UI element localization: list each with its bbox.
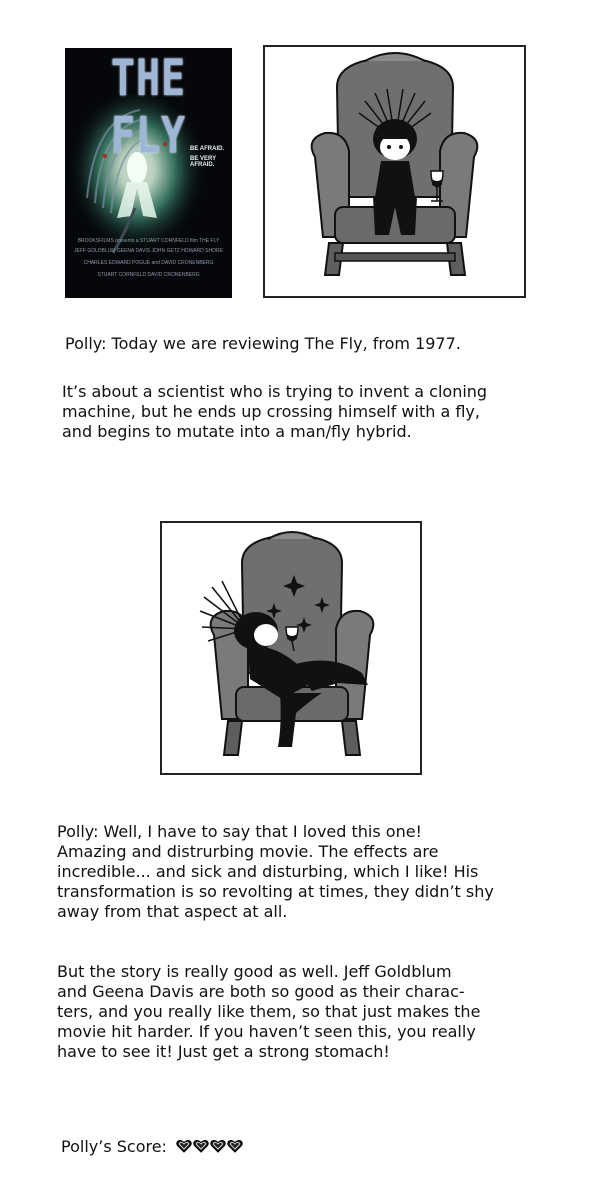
review-line: have to see it! Just get a strong stomach! bbox=[57, 1042, 390, 1061]
heart-icon bbox=[176, 1139, 192, 1153]
character-illustration bbox=[162, 523, 420, 773]
review-line: and Geena Davis are both so good as their charac- bbox=[57, 982, 465, 1001]
review-line: and begins to mutate into a man/fly hybrid. bbox=[62, 422, 412, 441]
review-paragraph bbox=[57, 962, 480, 1062]
review-line: Amazing and distrurbing movie. The effects are bbox=[57, 842, 439, 861]
comic-panel-seated bbox=[263, 45, 526, 298]
speaker-label: Polly: bbox=[57, 822, 99, 841]
movie-poster bbox=[65, 48, 232, 298]
review-first-line bbox=[57, 822, 494, 842]
poster-tagline: BE VERY AFRAID. bbox=[190, 156, 217, 168]
review-text: Today we are reviewing The Fly, from 1977. bbox=[106, 334, 461, 353]
heart-icon bbox=[227, 1139, 243, 1153]
score-label: Polly’s Score: bbox=[61, 1137, 167, 1156]
review-line: transformation is so revolting at times, they didn’t shy bbox=[57, 882, 494, 901]
review-line: ters, and you really like them, so that just makes the bbox=[57, 1002, 481, 1021]
poster-credits: JEFF GOLDBLUM GEENA DAVIS JOHN GETZ HOWARD SHORE bbox=[74, 248, 223, 254]
comic-panel-lounging bbox=[160, 521, 422, 775]
score-hearts bbox=[176, 1138, 244, 1158]
review-paragraph bbox=[62, 382, 487, 442]
score-row bbox=[61, 1137, 244, 1158]
character-illustration bbox=[265, 47, 524, 296]
review-line: machine, but he ends up crossing himself with a fly, bbox=[62, 402, 480, 421]
review-line: It’s about a scientist who is trying to invent a cloning bbox=[62, 382, 488, 401]
review-paragraph bbox=[57, 822, 494, 922]
poster-title: THE FLY bbox=[110, 50, 187, 165]
review-intro-line bbox=[65, 334, 461, 354]
poster-credits: CHARLES EDWARD POGUE and DAVID CRONENBERG bbox=[83, 260, 214, 266]
review-line: away from that aspect at all. bbox=[57, 902, 288, 921]
review-line: But the story is really good as well. Jeff Goldblum bbox=[57, 962, 452, 981]
poster-credits: STUART CORNFELD DAVID CRONENBERG bbox=[97, 272, 200, 278]
heart-icon bbox=[210, 1139, 226, 1153]
speaker-label: Polly: bbox=[65, 334, 107, 353]
poster-tagline: BE AFRAID. bbox=[190, 146, 225, 152]
review-text: Well, I have to say that I loved this one! bbox=[98, 822, 422, 841]
heart-icon bbox=[193, 1139, 209, 1153]
review-line: incredible... and sick and disturbing, which I like! His bbox=[57, 862, 479, 881]
poster-credits: BROOKSFILMS presents a STUART CORNFELD film THE FLY bbox=[77, 238, 220, 244]
review-line: movie hit harder. If you haven’t seen this, you really bbox=[57, 1022, 476, 1041]
